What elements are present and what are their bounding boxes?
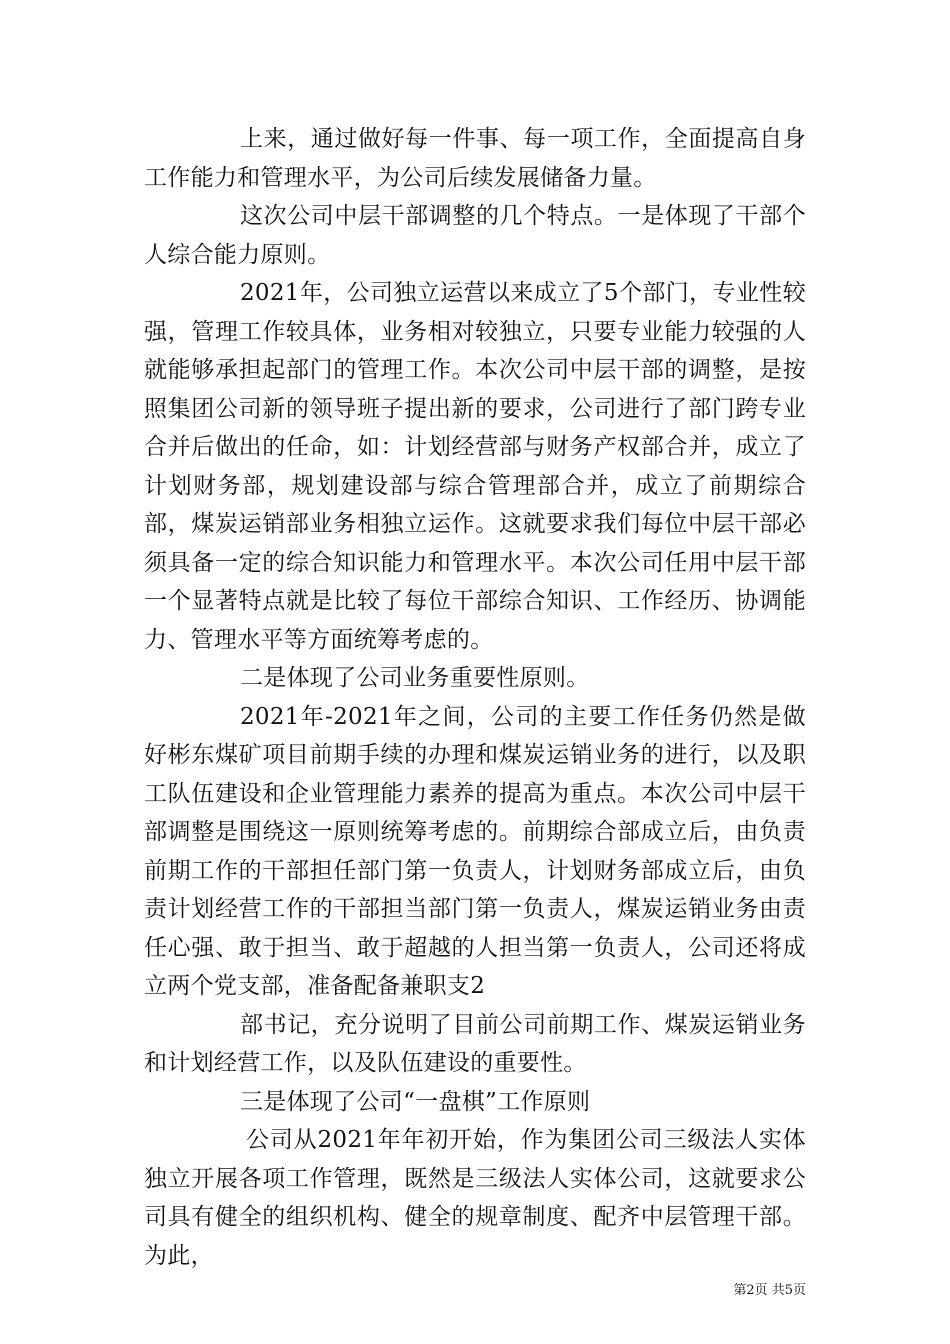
paragraph-5: 2021年-2021年之间，公司的主要工作任务仍然是做好彬东煤矿项目前期手续的办理和煤炭运销业务的进行，以及职工队伍建设和企业管理能力素养的提高为重点。本次公司中层干部调整是围绕这一原则统筹考虑的。前期综合部成立后，由负责前期工作的干部担任部门第一负责人，计划财务部成立后，由负责计划经营工作的干部担当部门第一负责人，煤炭运销业务由责任心强、敢于担当、敢于超越的人担当第一负责人，公司还将成立两个党支部，准备配备兼职支2 (144, 703, 806, 999)
paragraph-3: 2021年，公司独立运营以来成立了5个部门，专业性较强，管理工作较具体，业务相对较独立，只要专业能力较强的人就能够承担起部门的管理工作。本次公司中层干部的调整，是按照集团公司新的领导班子提出新的要求，公司进行了部门跨专业合并后做出的任命，如：计划经营部与财务产权部合并，成立了计划财务部，规划建设部与综合管理部合并，成立了前期综合部，煤炭运销部业务相独立运作。这就要求我们每位中层干部必须具备一定的综合知识能力和管理水平。本次公司任用中层干部一个显著特点就是比较了每位干部综合知识、工作经历、协调能力、管理水平等方面统筹考虑的。 (144, 280, 806, 653)
paragraph-4: 二是体现了公司业务重要性原则。 (240, 665, 590, 691)
paragraph-7: 三是体现了公司“一盘棋”工作原则 (240, 1088, 591, 1115)
paragraph-8: 公司从2021年年初开始，作为集团公司三级法人实体独立开展各项工作管理，既然是三级法人实体公司，这就要求公司具有健全的组织机构、健全的规章制度、配齐中层管理干部。为此， (144, 1127, 806, 1269)
paragraph-2: 这次公司中层干部调整的几个特点。一是体现了干部个人综合能力原则。 (144, 203, 806, 268)
document-body (144, 120, 806, 1275)
page-number-footer: 第2页 共5页 (733, 1283, 806, 1298)
paragraph-6: 部书记，充分说明了目前公司前期工作、煤炭运销业务和计划经营工作，以及队伍建设的重要性。 (144, 1011, 806, 1076)
paragraph-1: 上来，通过做好每一件事、每一项工作，全面提高自身工作能力和管理水平，为公司后续发展储备力量。 (144, 126, 806, 191)
